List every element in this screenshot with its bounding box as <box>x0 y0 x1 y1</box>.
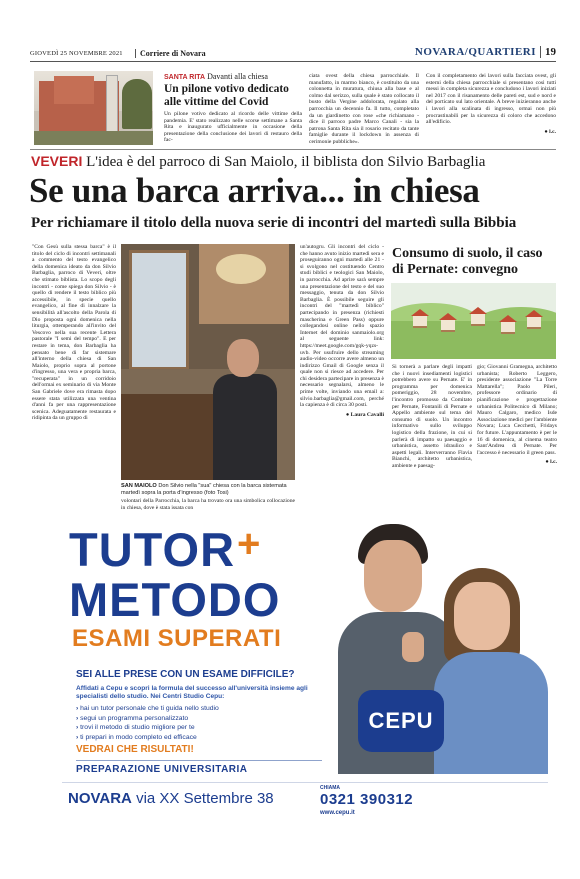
page-number: 19 <box>540 46 556 58</box>
side-col2: gio; Giovanni Gramegna, architetto urbanista; Roberto Leggero, presidente associazione "La Torre Mattarella"; Paolo Pileri, professore ordinario di pianificazione e progettazione urbanistica Politecnico di Milano; Mauro Calgaro, medico Isde Associazione medici per l'ambiente Novara; Luca Cecchetti, Fridays for future. L'appuntamento è per le 16 di domenica, al cinema teatro Sant'Andrea di Pernate. Per l'accesso è necessario il green pass. <box>477 364 557 456</box>
side-signature: ● l.c. <box>545 459 557 466</box>
side-col1: Si tornerà a parlare degli impatti che i nuovi insediamenti logistici potrebbero avere su Pernate. E' in programma per domenica pomeriggio, 28 novembre, l'incontro promosso da Comitato per Pernate, Fontanili di Pernate e Appello ambiente sul tema del consumo di suolo. Un incontro informativo sullo sviluppo logistico della frazione, in cui si parlerà di impatto su paesaggio e urbanistica, assetto idraulico e aspetti legali. Interverranno Flavia Bianchi, architetto urbanistica, ambiente e paesag- <box>392 364 472 469</box>
caption-credit: (foto Tosi) <box>204 489 229 496</box>
divider <box>30 149 556 150</box>
ad-line-tutor: TUTOR <box>69 523 236 576</box>
priest-photo <box>121 244 295 480</box>
top-story-col2: ciata ovest della chiesa parrocchiale. Il manufatto, in marmo bianco, è costituito da una colonnetta in muratura, chiusa alla base e al colmo dal serizzo, sulla quale è stato collocato il busto della Vergine addolorata, regalato alla parrocchia un decennio fa. Il tutto, completato da un giardinetto con rose «che richiamano - dice il parroco padre Marco Canali - sia la patrona Santa Rita sia il rosario recitato da tante famiglie durante il lockdown in assenza di cerimonie pubbliche». <box>309 73 419 145</box>
ad-pitch: Affidati a Cepu e scopri la formula del successo all'università insieme agli specialisti dello studio. Nei Centri Studio Cepu: <box>76 685 308 700</box>
caption-lead: SAN MAIOLO <box>121 483 157 489</box>
ad-bullet: › trovi il metodo di studio migliore per te <box>76 723 326 733</box>
main-kicker-text: L'idea è del parroco di San Maiolo, il biblista don Silvio Barbaglia <box>86 154 486 170</box>
main-headline: Se una barca arriva... in chiesa <box>29 171 480 210</box>
ad-bullet: › segui un programma personalizzato <box>76 714 326 724</box>
ad-phone: 0321 390312 <box>320 791 414 808</box>
ad-line-esami: ESAMI SUPERATI <box>72 625 282 652</box>
main-col3: un'autogru. Gli incontri del ciclo - che hanno avuto inizio martedì sera e proseguiranno ogni martedì alle 21 - si svolgono nel costituendo Centro studi biblici e teologici San Maiolo, in parrocchia. Ad aprire sarà sempre una presentazione del testo e del suo messaggio, tenuta da don Silvio Barbaglia. È possibile seguire gli incontri del "martedì biblico" partecipando in presenza (richiesti mascherina e Green Pass) oppure collegandosi online nello spazio Internet del dominio sanmaiolo.org al seguente link: https://meet.google.com/gqk-yqzs-uvb. Per usufruire dello streaming audio-video occorre avere almeno un indirizzo Gmail di Google senza il quale non si riesce ad accedere. Per chi desidera partecipare in presenza è necessario segnalarsi, almeno le prime volte, inviando una email a: silvio.barbaglia@gmail.com, perché la capienza è di circa 30 posti. <box>300 244 384 409</box>
newspaper-name: Corriere di Novara <box>135 49 206 58</box>
section-title: NOVARA/QUARTIERI <box>414 46 536 58</box>
ad-address <box>68 790 274 807</box>
top-story-col3-wrap <box>426 73 556 135</box>
cepu-advertisement <box>62 512 548 830</box>
top-story-signature: ● l.c. <box>544 128 556 135</box>
page-header <box>30 48 556 62</box>
ad-question: SEI ALLE PRESE CON UN ESAME DIFFICILE? <box>76 669 295 680</box>
ad-preparazione: PREPARAZIONE UNIVERSITARIA <box>76 760 322 775</box>
top-story-col1: Un pilone votivo dedicato al ricordo delle vittime della pandemia. E' stato realizzato nelle scorse settimane a Santa Rita e inaugurato ufficialmente in occasione della presentazione della conclusione dei lavori di restauro della fac- <box>164 111 302 144</box>
ad-line-metodo: METODO <box>69 573 281 626</box>
top-story-kicker-text: Davanti alla chiesa <box>207 72 268 81</box>
ad-chiama-label: CHIAMA <box>320 785 340 791</box>
main-col1: "Con Gesù sulla stessa barca" è il titolo del ciclo di incontri settimanali a commento del testo evangelico della domenica ideato da don Silvio Barbaglia, parroco di Veveri, oltre che stimato biblista. Lo scopo degli incontri - come spiega don Silvio - è quello di rendere il testo biblico più accessibile, in specie quello evangelico, al fine di innalzare la sensibilità all'ascolto della Parola di Dio proposta ogni domenica nella liturgia, ottemperando all'invito del Vescovo nella sua recente Lettera pastorale "I semi del tempo". E per restare in tema, don Barbaglia ha pensato bene di far sistemare all'interno della chiesa di San Maiolo, proprio sopra al portone d'ingresso, una vera e propria barca, "recuperata" in un corridoio dell'ormai ex seminario di via Monte San Gabriele dove era rimasta dopo essere stata utilizzata una ventina d'anni fa per una rappresentazione scenica. Adeguatamente restaurata e ridipinta da un gruppo di <box>32 244 116 422</box>
ad-vedrai: VEDRAI CHE RISULTATI! <box>76 744 194 755</box>
main-kicker-place: VEVERI <box>31 153 83 169</box>
main-col3-wrap <box>300 244 384 418</box>
main-col2: volontari della Parrocchia, la barca ha trovato ora una simbolica collocazione in chiesa, dove è stata issata con <box>121 498 295 511</box>
top-story-col3: Con il completamento dei lavori sulla facciata ovest, gli esterni della chiesa parrocchiale si presentano così tutti messi in completa sicurezza e concludono i lavori iniziati nel 2017 con il risanamento delle pareti est, sud e nord e del porticato sul lato orientale. A breve inizieranno anche i lavori alla scalinata di ingresso, ormai non più procrastinabili per la sicurezza di coloro che accedono all'edificio. <box>426 73 556 126</box>
pylon-photo <box>34 71 153 145</box>
ad-bullet: › hai un tutor personale che ti guida nello studio <box>76 704 326 714</box>
photo-caption <box>121 483 295 497</box>
main-kicker <box>31 153 485 171</box>
top-story-title: Un pilone votivo dedicato alle vittime del Covid <box>164 83 289 108</box>
top-story-kicker <box>164 72 268 81</box>
ad-plus-icon: + <box>237 522 261 566</box>
main-signature: ● Laura Cavalli <box>345 411 384 418</box>
ad-bullet: › ti prepari in modo completo ed efficace <box>76 733 326 743</box>
ad-street: via XX Settembre 38 <box>136 790 274 807</box>
side-col2-wrap <box>477 364 557 465</box>
ad-bullets <box>76 704 326 742</box>
side-title: Consumo di suolo, il caso di Pernate: convegno <box>392 246 543 277</box>
caption-text: Don Silvio nella "sua" chiesa con la barca sistemata martedì sopra la porta d'ingresso <box>121 483 287 496</box>
main-subhead: Per richiamare il titolo della nuova serie di incontri del martedì sulla Bibbia <box>31 215 517 231</box>
ad-website: www.cepu.it <box>320 810 355 816</box>
issue-date: GIOVEDÌ 25 NOVEMBRE 2021 <box>30 50 123 57</box>
village-illustration <box>391 283 556 359</box>
top-story-place: SANTA RITA <box>164 74 206 81</box>
ad-city: NOVARA <box>68 790 132 807</box>
cepu-logo: CEPU <box>358 690 444 752</box>
